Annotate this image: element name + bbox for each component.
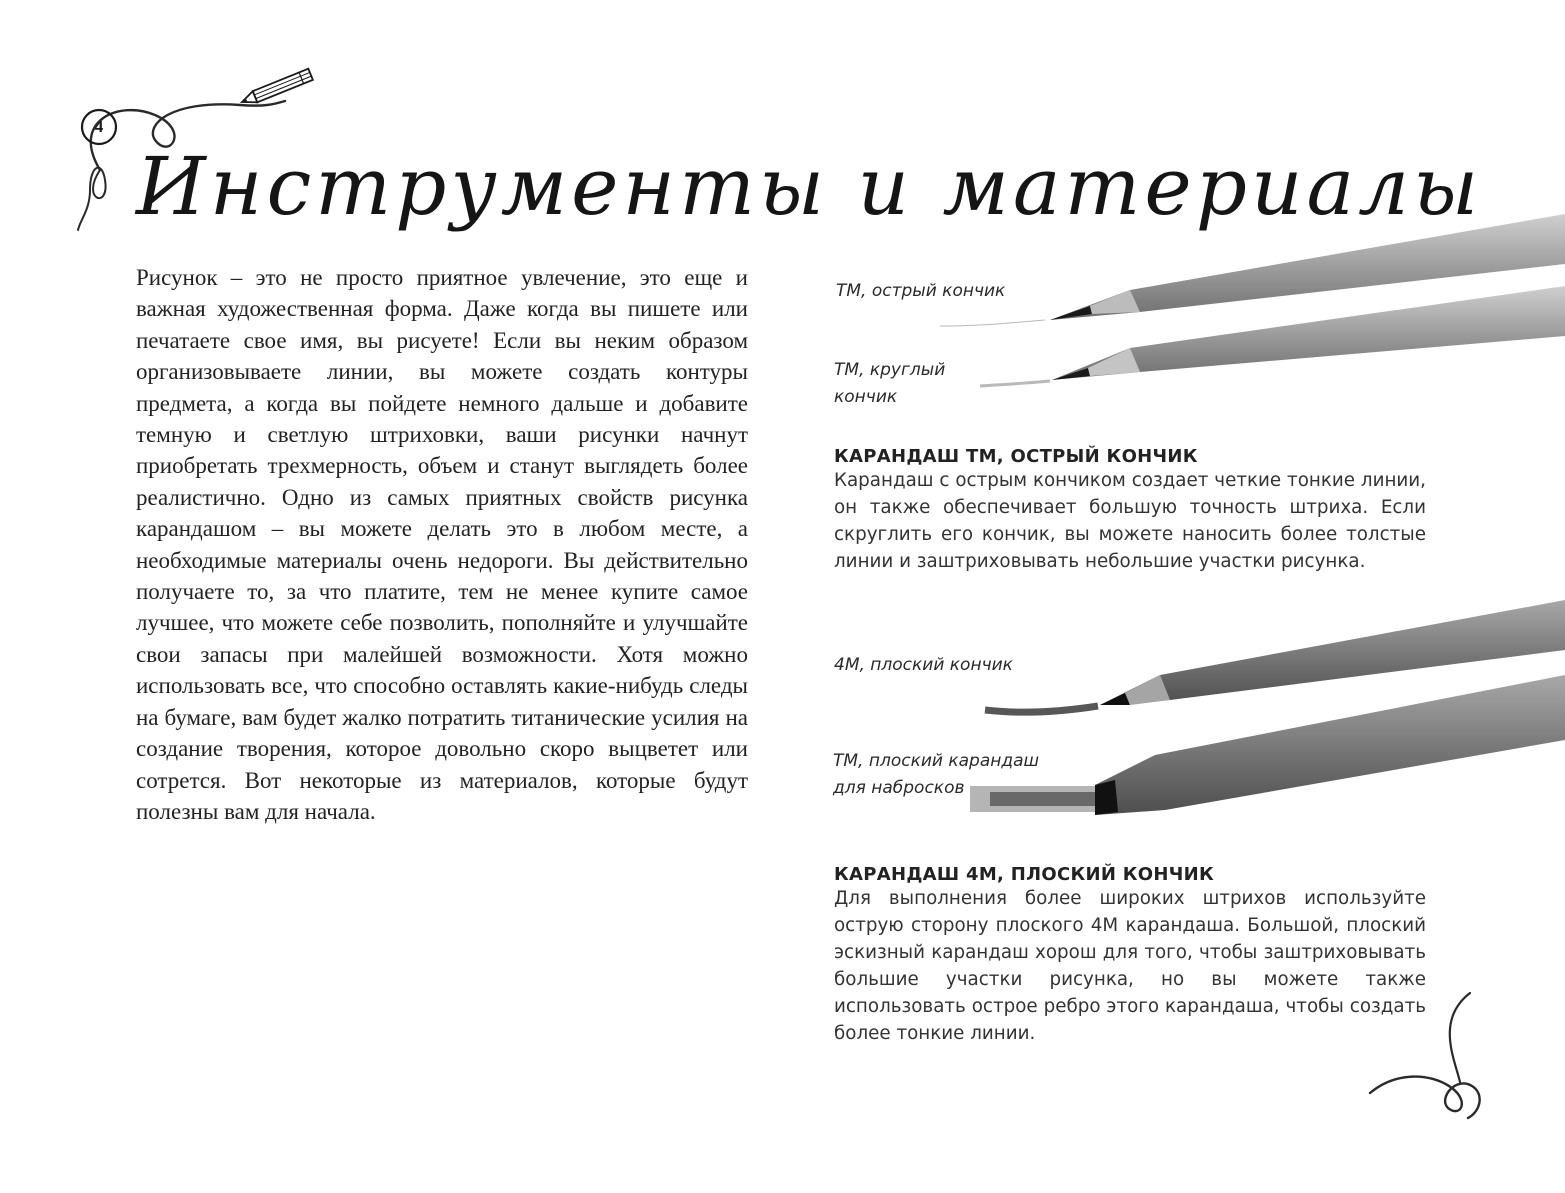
caption-sharp-tip: ТМ, острый кончик — [836, 281, 1006, 301]
section-body: Для выполнения более широких штрихов используйте острую сторону плоского 4М карандаша. Большой, плоский эскизный карандаш хорош для того, чтобы заштриховывать большие участки рисунка, но вы можете также использовать острое ребро этого карандаша, чтобы создать более тонкие линии. — [834, 888, 1426, 1044]
page-number: 4 — [94, 117, 104, 136]
intro-paragraph: Рисунок – это не просто приятное увлечение, это еще и важная художественная форма. Даже когда вы пишете или печатаете свое имя, вы рисуете! Если вы неким образом организовываете линии, вы можете создать контуры предмета, а когда вы пойдете немного дальше и добавите темную и светлую штриховки, ваши рисунки начнут приобретать трехмерность, объем и станут выглядеть более реалистично. Одно из самых приятных свойств рисунка карандашом – вы можете делать это в любом месте, а необходимые материалы очень недороги. Вы действительно получаете то, за что платите, тем не менее купите самое лучшее, что можете себе позволить, пополняйте и улучшайте свои запасы при малейшей возможности. Хотя можно использовать все, что способно оставлять какие-нибудь следы на бумаге, вам будет жалко потратить титанические усилия на создание творения, которое довольно скоро выцветет или сотрется. Вот некоторые из материалов, которые будут полезны вам для начала. — [136, 265, 748, 824]
page-title: Инструменты и материалы — [136, 140, 1483, 233]
section-sharp-pencil — [834, 446, 1426, 575]
pencil-round-tip — [980, 286, 1565, 386]
section-heading: КАРАНДАШ ТМ, ОСТРЫЙ КОНЧИК — [834, 446, 1198, 467]
caption-4m-flat-tip: 4М, плоский кончик — [834, 655, 1013, 675]
section-body: Карандаш с острым кончиком создает четкие тонкие линии, он также обеспечивает большую точность штриха. Если скруглить его кончик, вы можете наносить более толстые линии и заштриховывать небольшие участки рисунка. — [834, 470, 1426, 572]
flourish-ornament-bottom — [1360, 990, 1510, 1140]
section-heading: КАРАНДАШ 4М, ПЛОСКИЙ КОНЧИК — [834, 864, 1214, 885]
section-flat-pencil — [834, 864, 1426, 1047]
caption-sketch-pencil: ТМ, плоский карандаш для набросков — [833, 751, 1040, 798]
pencil-icon — [240, 69, 313, 108]
caption-round-tip: ТМ, круглый кончик — [834, 360, 946, 407]
